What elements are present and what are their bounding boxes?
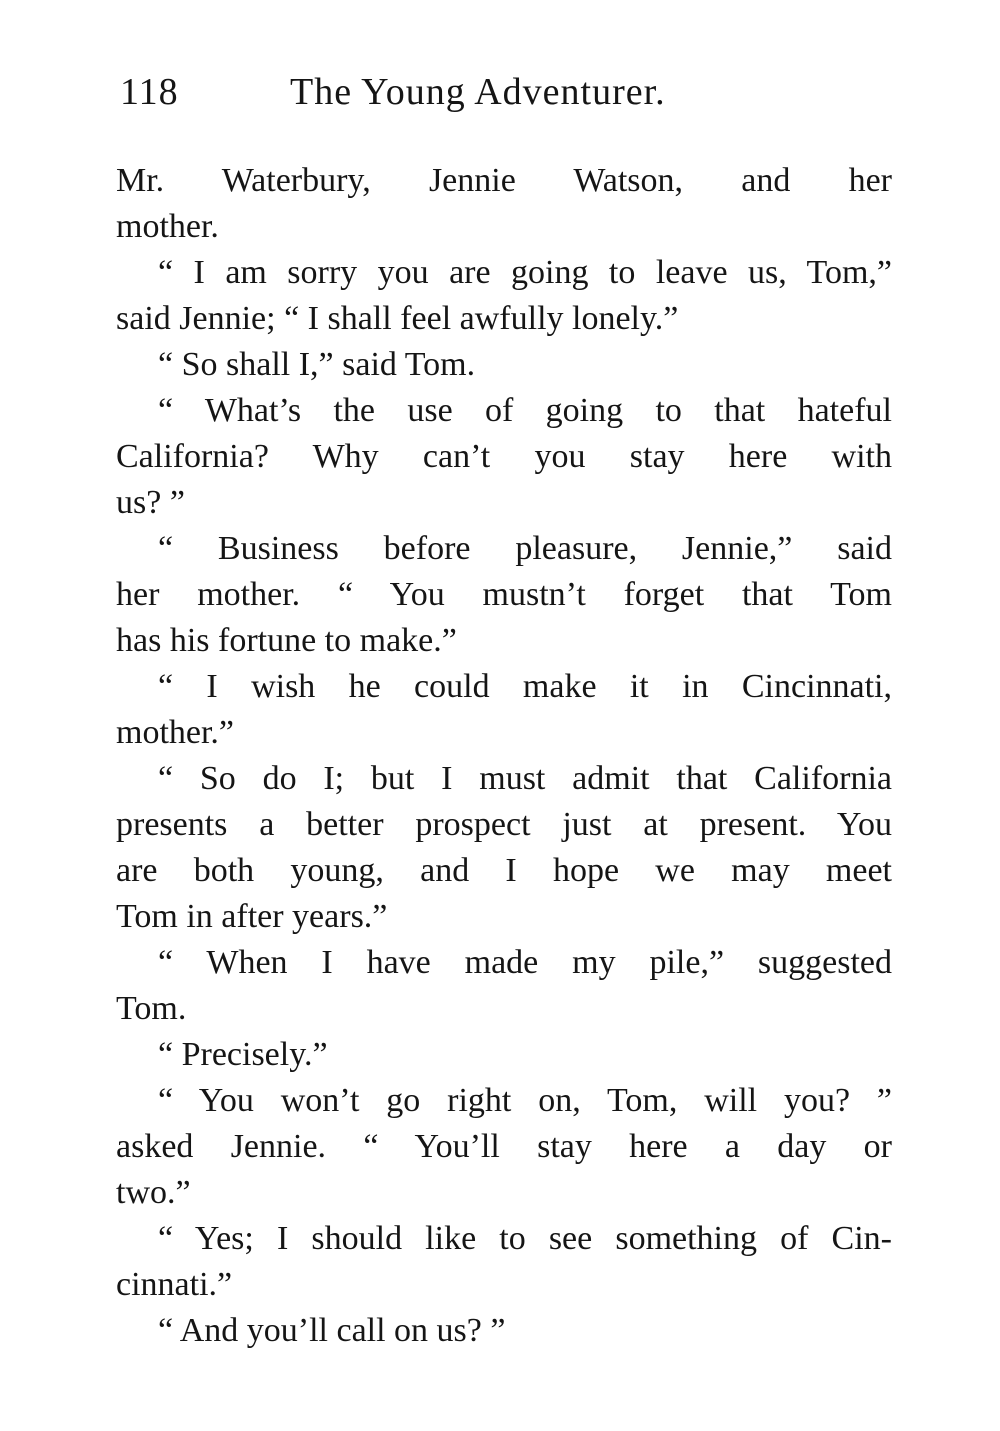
page-number: 118 bbox=[120, 71, 179, 113]
text-line: presents a better prospect just at present. You bbox=[116, 806, 892, 843]
text-line: “ Precisely.” bbox=[158, 1036, 328, 1073]
text-line: two.” bbox=[116, 1174, 191, 1211]
text-line: cinnati.” bbox=[116, 1266, 233, 1303]
text-line: “ When I have made my pile,” suggested bbox=[158, 944, 892, 981]
text-line: “ Business before pleasure, Jennie,” said bbox=[158, 530, 892, 567]
text-line: “ I wish he could make it in Cincinnati, bbox=[158, 668, 892, 705]
text-line: “ So do I; but I must admit that California bbox=[158, 760, 892, 797]
text-line: mother.” bbox=[116, 714, 235, 751]
text-line: California? Why can’t you stay here with bbox=[116, 438, 892, 475]
text-line: her mother. “ You mustn’t forget that Tom bbox=[116, 576, 892, 613]
running-title: The Young Adventurer. bbox=[290, 71, 666, 113]
text-line: Mr. Waterbury, Jennie Watson, and her bbox=[116, 162, 892, 199]
text-line: are both young, and I hope we may meet bbox=[116, 852, 892, 889]
text-line: “ And you’ll call on us? ” bbox=[158, 1312, 506, 1349]
text-line: “ You won’t go right on, Tom, will you? ” bbox=[158, 1082, 892, 1119]
text-line: “ Yes; I should like to see something of Cin- bbox=[158, 1220, 892, 1257]
text-line: said Jennie; “ I shall feel awfully lonely.” bbox=[116, 300, 679, 337]
text-line: Tom in after years.” bbox=[116, 898, 388, 935]
text-line: us? ” bbox=[116, 484, 185, 521]
text-line: mother. bbox=[116, 208, 219, 245]
text-line: “ What’s the use of going to that hateful bbox=[158, 392, 892, 429]
text-line: asked Jennie. “ You’ll stay here a day or bbox=[116, 1128, 892, 1165]
body-text bbox=[116, 158, 892, 1354]
text-line: “ I am sorry you are going to leave us, Tom,” bbox=[158, 254, 892, 291]
text-line: has his fortune to make.” bbox=[116, 622, 457, 659]
page-header bbox=[120, 70, 880, 120]
text-line: “ So shall I,” said Tom. bbox=[158, 346, 476, 383]
text-line: Tom. bbox=[116, 990, 187, 1027]
